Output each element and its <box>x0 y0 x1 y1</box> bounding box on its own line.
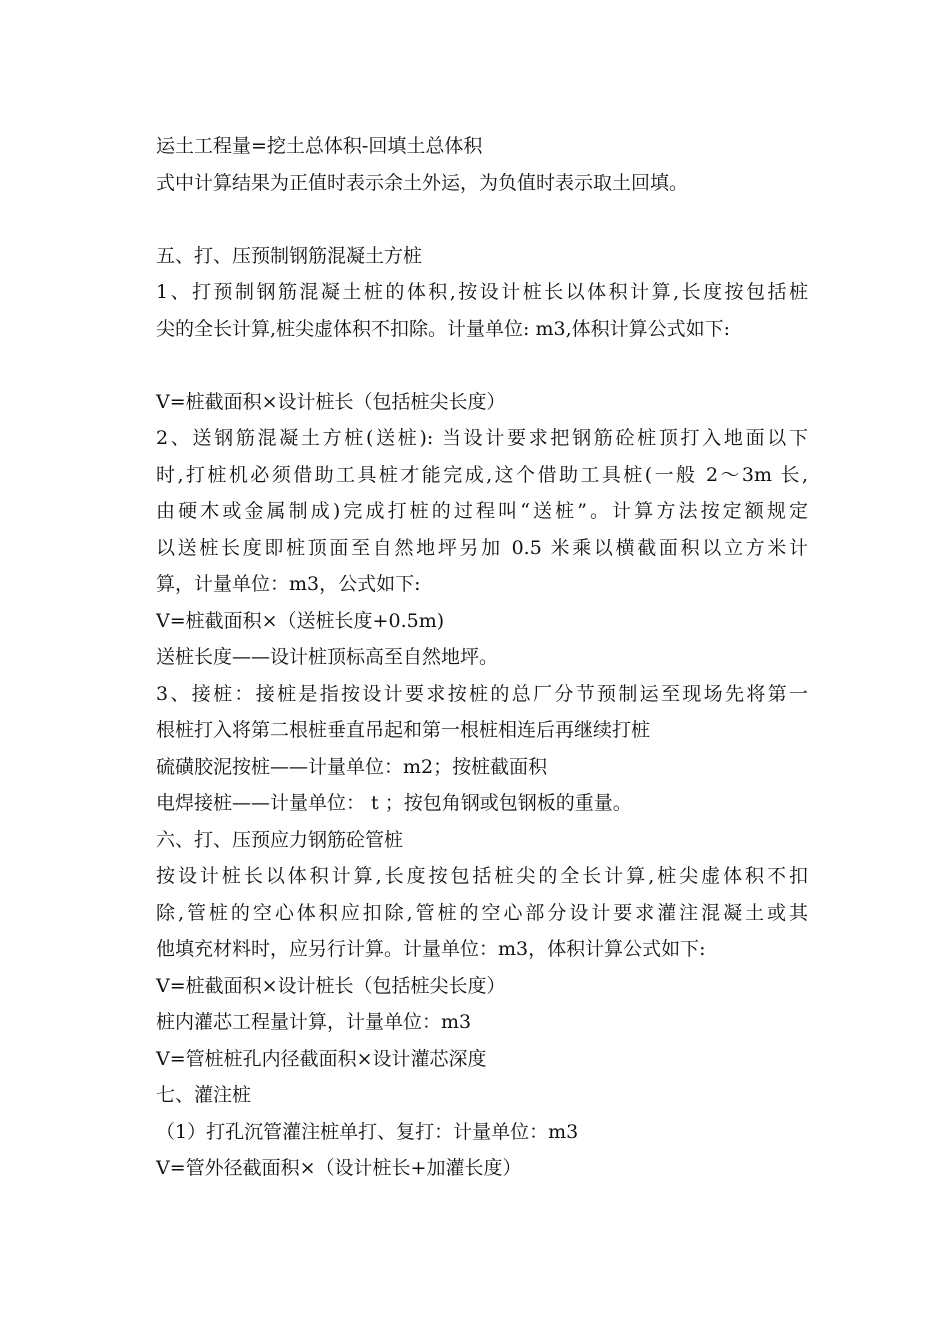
text-line: 除,管桩的空心体积应扣除,管桩的空心部分设计要求灌注混凝土或其 <box>156 901 808 924</box>
text-line: 他填充材料时，应另行计算。计量单位：m3，体积计算公式如下: <box>156 938 706 960</box>
text-line: 算，计量单位：m3，公式如下: <box>156 573 421 595</box>
text-line: 式中计算结果为正值时表示余土外运，为负值时表示取土回填。 <box>156 171 689 194</box>
blank-line <box>156 201 816 238</box>
blank-line <box>156 347 816 384</box>
document-body <box>156 128 816 1187</box>
text-line: 以送桩长度即桩顶面至自然地坪另加 0.5 米乘以横截面积以立方米计 <box>156 536 808 559</box>
text-line: 尖的全长计算,桩尖虚体积不扣除。计量单位: m3,体积计算公式如下: <box>156 317 731 340</box>
text-line: 按设计桩长以体积计算,长度按包括桩尖的全长计算,桩尖虚体积不扣 <box>156 865 808 887</box>
section-heading: 五、打、压预制钢筋混凝土方桩 <box>156 244 423 267</box>
text-line: 运土工程量=挖土总体积-回填土总体积 <box>156 135 483 157</box>
formula-line: V=桩截面积×设计桩长（包括桩尖长度） <box>156 390 506 413</box>
section-heading: 六、打、压预应力钢筋砼管桩 <box>156 828 404 851</box>
formula-line: V=桩截面积×设计桩长（包括桩尖长度） <box>156 974 506 997</box>
text-line: 时,打桩机必须借助工具桩才能完成,这个借助工具桩(一般 2～3m 长, <box>156 463 808 486</box>
text-line: 3、接桩：接桩是指按设计要求按桩的总厂分节预制运至现场先将第一 <box>156 682 808 705</box>
text-line: （1）打孔沉管灌注桩单打、复打：计量单位：m3 <box>156 1120 579 1143</box>
section-heading: 七、灌注桩 <box>156 1084 252 1106</box>
formula-line: V=桩截面积×（送桩长度+0.5m) <box>156 609 445 632</box>
formula-line: V=管桩桩孔内径截面积×设计灌芯深度 <box>156 1047 487 1070</box>
formula-line: V=管外径截面积×（设计桩长+加灌长度） <box>156 1157 522 1179</box>
text-line: 由硬木或金属制成)完成打桩的过程叫“送桩”。计算方法按定额规定 <box>156 500 808 522</box>
text-line: 送桩长度——设计桩顶标高至自然地坪。 <box>156 646 499 668</box>
text-line: 硫磺胶泥按桩——计量单位：m2；按桩截面积 <box>156 755 548 778</box>
text-line: 1、打预制钢筋混凝土桩的体积,按设计桩长以体积计算,长度按包括桩 <box>156 281 808 303</box>
text-line: 桩内灌芯工程量计算，计量单位：m3 <box>156 1011 472 1033</box>
text-line: 根桩打入将第二根桩垂直吊起和第一根桩相连后再继续打桩 <box>156 719 651 741</box>
text-line: 2、送钢筋混凝土方桩(送桩): 当设计要求把钢筋砼桩顶打入地面以下 <box>156 427 808 449</box>
text-line: 电焊接桩——计量单位： t ；按包角钢或包钢板的重量。 <box>156 792 632 814</box>
